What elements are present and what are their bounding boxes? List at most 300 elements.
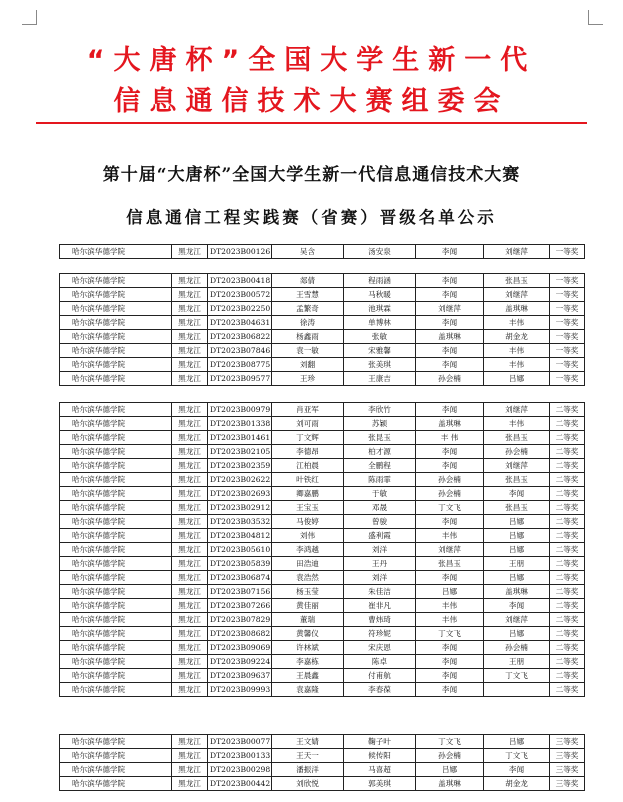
advisor1-cell: 李闻: [416, 445, 484, 459]
member1-cell: 马俊婷: [272, 515, 344, 529]
advisor1-cell: 李闻: [416, 669, 484, 683]
advisor2-cell: 丰伟: [484, 316, 550, 330]
award-cell: 三等奖: [550, 735, 585, 749]
advisor2-cell: 吕娜: [484, 627, 550, 641]
award-cell: 二等奖: [550, 473, 585, 487]
school-cell: 哈尔滨华德学院: [60, 501, 172, 515]
province-cell: 黑龙江: [172, 735, 208, 749]
award-cell: 三等奖: [550, 777, 585, 791]
member1-cell: 许林斌: [272, 641, 344, 655]
member2-cell: 宋庆恩: [344, 641, 416, 655]
school-cell: 哈尔滨华德学院: [60, 302, 172, 316]
school-cell: 哈尔滨华德学院: [60, 641, 172, 655]
member2-cell: 郭美琪: [344, 777, 416, 791]
school-cell: 哈尔滨华德学院: [60, 613, 172, 627]
team-id-cell: DT2023B09577: [208, 372, 272, 386]
award-cell: 二等奖: [550, 459, 585, 473]
advisor1-cell: 盖琪琳: [416, 330, 484, 344]
award-table-third-prize: [59, 734, 585, 791]
advisor2-cell: 吕娜: [484, 372, 550, 386]
member2-cell: 王康吉: [344, 372, 416, 386]
advisor2-cell: 李闻: [484, 487, 550, 501]
table-row: [60, 585, 585, 599]
team-id-cell: DT2023B02622: [208, 473, 272, 487]
member1-cell: 袁一敏: [272, 344, 344, 358]
team-id-cell: DT2023B07266: [208, 599, 272, 613]
team-id-cell: DT2023B05610: [208, 543, 272, 557]
table-row: [60, 749, 585, 763]
province-cell: 黑龙江: [172, 487, 208, 501]
member2-cell: 刘洋: [344, 571, 416, 585]
table-row: [60, 288, 585, 302]
document-subtitle: 信息通信工程实践赛（省赛）晋级名单公示: [126, 208, 497, 227]
member1-cell: 田浩迪: [272, 557, 344, 571]
award-cell: 一等奖: [550, 302, 585, 316]
advisor1-cell: 张昌玉: [416, 557, 484, 571]
member1-cell: 卿嘉鹏: [272, 487, 344, 501]
award-cell: 二等奖: [550, 501, 585, 515]
member2-cell: 候传阳: [344, 749, 416, 763]
province-cell: 黑龙江: [172, 599, 208, 613]
table-row: [60, 431, 585, 445]
award-cell: 一等奖: [550, 316, 585, 330]
school-cell: 哈尔滨华德学院: [60, 344, 172, 358]
table-row: [60, 372, 585, 386]
province-cell: 黑龙江: [172, 445, 208, 459]
advisor1-cell: 孙会楠: [416, 487, 484, 501]
table-row: [60, 445, 585, 459]
school-cell: 哈尔滨华德学院: [60, 372, 172, 386]
member2-cell: 陈卓: [344, 655, 416, 669]
member1-cell: 袁嘉隆: [272, 683, 344, 697]
member2-cell: 全鹏程: [344, 459, 416, 473]
school-cell: 哈尔滨华德学院: [60, 599, 172, 613]
team-id-cell: DT2023B02359: [208, 459, 272, 473]
school-cell: 哈尔滨华德学院: [60, 403, 172, 417]
member2-cell: 张昆玉: [344, 431, 416, 445]
advisor1-cell: 丁文飞: [416, 627, 484, 641]
table-row: [60, 330, 585, 344]
team-id-cell: DT2023B02912: [208, 501, 272, 515]
team-id-cell: DT2023B00979: [208, 403, 272, 417]
award-cell: 二等奖: [550, 599, 585, 613]
member2-cell: 崔非凡: [344, 599, 416, 613]
table-row: [60, 344, 585, 358]
award-cell: 一等奖: [550, 245, 585, 259]
advisor2-cell: 吕娜: [484, 735, 550, 749]
award-cell: 二等奖: [550, 487, 585, 501]
advisor2-cell: 丁文飞: [484, 669, 550, 683]
advisor1-cell: 丰伟: [416, 529, 484, 543]
table-row: [60, 515, 585, 529]
province-cell: 黑龙江: [172, 417, 208, 431]
table-row: [60, 473, 585, 487]
province-cell: 黑龙江: [172, 543, 208, 557]
member1-cell: 肖亚军: [272, 403, 344, 417]
school-cell: 哈尔滨华德学院: [60, 735, 172, 749]
province-cell: 黑龙江: [172, 431, 208, 445]
advisor1-cell: 李闻: [416, 459, 484, 473]
award-cell: 一等奖: [550, 274, 585, 288]
advisor2-cell: 张昌玉: [484, 431, 550, 445]
province-cell: 黑龙江: [172, 777, 208, 791]
member1-cell: 李德昂: [272, 445, 344, 459]
member2-cell: 李春葆: [344, 683, 416, 697]
table-row: [60, 641, 585, 655]
member1-cell: 江柏晨: [272, 459, 344, 473]
member1-cell: 李鸿越: [272, 543, 344, 557]
member1-cell: 吴含: [272, 245, 344, 259]
team-id-cell: DT2023B09069: [208, 641, 272, 655]
award-cell: 二等奖: [550, 627, 585, 641]
member2-cell: 宋雅馨: [344, 344, 416, 358]
province-cell: 黑龙江: [172, 288, 208, 302]
team-id-cell: DT2023B09224: [208, 655, 272, 669]
advisor2-cell: 王朋: [484, 655, 550, 669]
school-cell: 哈尔滨华德学院: [60, 543, 172, 557]
advisor1-cell: 孙会楠: [416, 372, 484, 386]
team-id-cell: DT2023B07829: [208, 613, 272, 627]
member1-cell: 袁浩然: [272, 571, 344, 585]
advisor2-cell: 李闻: [484, 599, 550, 613]
advisor1-cell: 刘继萍: [416, 302, 484, 316]
team-id-cell: DT2023B09993: [208, 683, 272, 697]
table-row: [60, 599, 585, 613]
member2-cell: 曹炜琦: [344, 613, 416, 627]
member1-cell: 王宝玉: [272, 501, 344, 515]
award-cell: 三等奖: [550, 763, 585, 777]
advisor1-cell: 李闻: [416, 515, 484, 529]
school-cell: 哈尔滨华德学院: [60, 417, 172, 431]
advisor1-cell: 李闻: [416, 655, 484, 669]
award-cell: 二等奖: [550, 417, 585, 431]
table-row: [60, 358, 585, 372]
member2-cell: 柏才源: [344, 445, 416, 459]
advisor2-cell: 刘继萍: [484, 403, 550, 417]
document-title: 第十届“大唐杯”全国大学生新一代信息通信技术大赛: [102, 165, 521, 185]
advisor2-cell: 刘继萍: [484, 288, 550, 302]
school-cell: 哈尔滨华德学院: [60, 515, 172, 529]
team-id-cell: DT2023B01338: [208, 417, 272, 431]
school-cell: 哈尔滨华德学院: [60, 473, 172, 487]
table-row: [60, 403, 585, 417]
award-cell: 一等奖: [550, 344, 585, 358]
table-row: [60, 417, 585, 431]
province-cell: 黑龙江: [172, 372, 208, 386]
province-cell: 黑龙江: [172, 515, 208, 529]
province-cell: 黑龙江: [172, 274, 208, 288]
team-id-cell: DT2023B02250: [208, 302, 272, 316]
team-id-cell: DT2023B00126: [208, 245, 272, 259]
award-cell: 二等奖: [550, 543, 585, 557]
province-cell: 黑龙江: [172, 459, 208, 473]
member1-cell: 杨鑫雨: [272, 330, 344, 344]
advisor1-cell: 李闻: [416, 316, 484, 330]
province-cell: 黑龙江: [172, 245, 208, 259]
member1-cell: 刘翻: [272, 358, 344, 372]
member1-cell: 黄佳丽: [272, 599, 344, 613]
advisor2-cell: 丰伟: [484, 358, 550, 372]
header-divider: [36, 122, 587, 124]
table-row: [60, 655, 585, 669]
table-row: [60, 735, 585, 749]
member2-cell: 李欣竹: [344, 403, 416, 417]
member2-cell: 汤安泉: [344, 245, 416, 259]
advisor1-cell: 李闻: [416, 274, 484, 288]
member2-cell: 单博林: [344, 316, 416, 330]
advisor1-cell: 刘继萍: [416, 543, 484, 557]
province-cell: 黑龙江: [172, 501, 208, 515]
table-row: [60, 613, 585, 627]
team-id-cell: DT2023B00572: [208, 288, 272, 302]
province-cell: 黑龙江: [172, 683, 208, 697]
member2-cell: 朱佳洁: [344, 585, 416, 599]
member1-cell: 潘振洋: [272, 763, 344, 777]
table-row: [60, 543, 585, 557]
award-cell: 二等奖: [550, 529, 585, 543]
member2-cell: 盛利霞: [344, 529, 416, 543]
advisor2-cell: 吕娜: [484, 515, 550, 529]
member2-cell: 程雨涵: [344, 274, 416, 288]
advisor2-cell: 丁文飞: [484, 749, 550, 763]
committee-header-line1: “大唐杯”全国大学生新一代: [86, 45, 537, 76]
table-row: [60, 763, 585, 777]
team-id-cell: DT2023B04631: [208, 316, 272, 330]
team-id-cell: DT2023B00133: [208, 749, 272, 763]
advisor2-cell: 吕娜: [484, 529, 550, 543]
school-cell: 哈尔滨华德学院: [60, 763, 172, 777]
school-cell: 哈尔滨华德学院: [60, 557, 172, 571]
member1-cell: 黄馨仪: [272, 627, 344, 641]
team-id-cell: DT2023B02693: [208, 487, 272, 501]
team-id-cell: DT2023B00077: [208, 735, 272, 749]
member2-cell: 刘洋: [344, 543, 416, 557]
member1-cell: 刘可雨: [272, 417, 344, 431]
award-cell: 二等奖: [550, 683, 585, 697]
award-cell: 一等奖: [550, 372, 585, 386]
table-row: [60, 459, 585, 473]
advisor2-cell: 丰伟: [484, 344, 550, 358]
member1-cell: 王天一: [272, 749, 344, 763]
province-cell: 黑龙江: [172, 302, 208, 316]
team-id-cell: DT2023B00418: [208, 274, 272, 288]
member2-cell: 曾骏: [344, 515, 416, 529]
team-id-cell: DT2023B05839: [208, 557, 272, 571]
province-cell: 黑龙江: [172, 344, 208, 358]
province-cell: 黑龙江: [172, 403, 208, 417]
school-cell: 哈尔滨华德学院: [60, 683, 172, 697]
advisor2-cell: [484, 683, 550, 697]
table-row: [60, 302, 585, 316]
school-cell: 哈尔滨华德学院: [60, 274, 172, 288]
province-cell: 黑龙江: [172, 655, 208, 669]
member2-cell: 马秋暖: [344, 288, 416, 302]
member1-cell: 丁文辉: [272, 431, 344, 445]
advisor1-cell: 李闻: [416, 641, 484, 655]
table-row: [60, 669, 585, 683]
award-cell: 二等奖: [550, 641, 585, 655]
advisor2-cell: 吕娜: [484, 543, 550, 557]
advisor1-cell: 李闻: [416, 288, 484, 302]
province-cell: 黑龙江: [172, 749, 208, 763]
member2-cell: 王丹: [344, 557, 416, 571]
table-row: [60, 571, 585, 585]
table-row: [60, 627, 585, 641]
advisor1-cell: 丰 伟: [416, 431, 484, 445]
province-cell: 黑龙江: [172, 557, 208, 571]
advisor1-cell: 吕娜: [416, 585, 484, 599]
province-cell: 黑龙江: [172, 585, 208, 599]
province-cell: 黑龙江: [172, 529, 208, 543]
crop-mark-top-left: [22, 10, 37, 25]
advisor1-cell: 丁文飞: [416, 501, 484, 515]
team-id-cell: DT2023B00298: [208, 763, 272, 777]
school-cell: 哈尔滨华德学院: [60, 529, 172, 543]
team-id-cell: DT2023B02105: [208, 445, 272, 459]
table-row: [60, 501, 585, 515]
member2-cell: 张美琪: [344, 358, 416, 372]
award-cell: 二等奖: [550, 557, 585, 571]
award-cell: 二等奖: [550, 403, 585, 417]
advisor2-cell: 孙会楠: [484, 641, 550, 655]
table-row: [60, 487, 585, 501]
table-row: [60, 557, 585, 571]
advisor2-cell: 胡金龙: [484, 330, 550, 344]
award-table-second-prize: [59, 402, 585, 697]
school-cell: 哈尔滨华德学院: [60, 316, 172, 330]
award-cell: 一等奖: [550, 330, 585, 344]
advisor2-cell: 刘继萍: [484, 613, 550, 627]
school-cell: 哈尔滨华德学院: [60, 585, 172, 599]
advisor1-cell: 李闻: [416, 245, 484, 259]
advisor1-cell: 丰伟: [416, 613, 484, 627]
member1-cell: 王雪慧: [272, 288, 344, 302]
advisor2-cell: 丰伟: [484, 417, 550, 431]
table-row: [60, 274, 585, 288]
member2-cell: 苏颖: [344, 417, 416, 431]
member1-cell: 刘欣悦: [272, 777, 344, 791]
advisor1-cell: 盖琪琳: [416, 777, 484, 791]
advisor1-cell: 丰伟: [416, 599, 484, 613]
table-row: [60, 316, 585, 330]
province-cell: 黑龙江: [172, 316, 208, 330]
province-cell: 黑龙江: [172, 473, 208, 487]
member1-cell: 王晨鑫: [272, 669, 344, 683]
team-id-cell: DT2023B08682: [208, 627, 272, 641]
advisor2-cell: 刘继萍: [484, 245, 550, 259]
advisor2-cell: 孙会楠: [484, 445, 550, 459]
school-cell: 哈尔滨华德学院: [60, 245, 172, 259]
advisor2-cell: 张昌玉: [484, 274, 550, 288]
award-cell: 二等奖: [550, 571, 585, 585]
school-cell: 哈尔滨华德学院: [60, 330, 172, 344]
award-cell: 一等奖: [550, 358, 585, 372]
province-cell: 黑龙江: [172, 763, 208, 777]
member2-cell: 张敏: [344, 330, 416, 344]
advisor2-cell: 张昌玉: [484, 473, 550, 487]
advisor1-cell: 李闻: [416, 344, 484, 358]
province-cell: 黑龙江: [172, 669, 208, 683]
team-id-cell: DT2023B04812: [208, 529, 272, 543]
award-cell: 二等奖: [550, 613, 585, 627]
member2-cell: 于敏: [344, 487, 416, 501]
award-cell: 三等奖: [550, 749, 585, 763]
team-id-cell: DT2023B09637: [208, 669, 272, 683]
award-cell: 二等奖: [550, 655, 585, 669]
advisor1-cell: 李闻: [416, 683, 484, 697]
advisor2-cell: 胡金龙: [484, 777, 550, 791]
member1-cell: 董瑞: [272, 613, 344, 627]
member1-cell: 李嘉栋: [272, 655, 344, 669]
table-row: [60, 683, 585, 697]
school-cell: 哈尔滨华德学院: [60, 571, 172, 585]
member2-cell: 陈雨霏: [344, 473, 416, 487]
table-row: [60, 245, 585, 259]
team-id-cell: DT2023B00442: [208, 777, 272, 791]
province-cell: 黑龙江: [172, 641, 208, 655]
committee-header-line2: 信息通信技术大赛组委会: [113, 86, 510, 117]
team-id-cell: DT2023B07156: [208, 585, 272, 599]
advisor2-cell: 李闻: [484, 763, 550, 777]
province-cell: 黑龙江: [172, 358, 208, 372]
school-cell: 哈尔滨华德学院: [60, 431, 172, 445]
advisor1-cell: 盖琪琳: [416, 417, 484, 431]
advisor1-cell: 丁文飞: [416, 735, 484, 749]
school-cell: 哈尔滨华德学院: [60, 655, 172, 669]
advisor1-cell: 李闻: [416, 358, 484, 372]
province-cell: 黑龙江: [172, 627, 208, 641]
school-cell: 哈尔滨华德学院: [60, 777, 172, 791]
school-cell: 哈尔滨华德学院: [60, 445, 172, 459]
member2-cell: 鞠子叶: [344, 735, 416, 749]
award-table-group-1: [59, 244, 585, 259]
school-cell: 哈尔滨华德学院: [60, 749, 172, 763]
school-cell: 哈尔滨华德学院: [60, 358, 172, 372]
member1-cell: 王文婧: [272, 735, 344, 749]
school-cell: 哈尔滨华德学院: [60, 487, 172, 501]
member1-cell: 杨玉莹: [272, 585, 344, 599]
team-id-cell: DT2023B07846: [208, 344, 272, 358]
advisor1-cell: 李闻: [416, 571, 484, 585]
advisor2-cell: 刘继萍: [484, 459, 550, 473]
school-cell: 哈尔滨华德学院: [60, 627, 172, 641]
award-table-first-prize: [59, 273, 585, 386]
member2-cell: 符珍妮: [344, 627, 416, 641]
province-cell: 黑龙江: [172, 571, 208, 585]
member1-cell: 孟繁奇: [272, 302, 344, 316]
member1-cell: 王珍: [272, 372, 344, 386]
province-cell: 黑龙江: [172, 613, 208, 627]
school-cell: 哈尔滨华德学院: [60, 459, 172, 473]
crop-mark-top-right: [588, 10, 603, 25]
advisor2-cell: 吕娜: [484, 571, 550, 585]
team-id-cell: DT2023B08775: [208, 358, 272, 372]
award-cell: 二等奖: [550, 431, 585, 445]
member1-cell: 郯倩: [272, 274, 344, 288]
advisor2-cell: 盖琪琳: [484, 302, 550, 316]
award-cell: 二等奖: [550, 585, 585, 599]
member1-cell: 叶铁红: [272, 473, 344, 487]
member2-cell: 池琪霖: [344, 302, 416, 316]
advisor1-cell: 孙会楠: [416, 473, 484, 487]
advisor2-cell: 盖琪琳: [484, 585, 550, 599]
award-cell: 二等奖: [550, 515, 585, 529]
school-cell: 哈尔滨华德学院: [60, 288, 172, 302]
member2-cell: 马喜超: [344, 763, 416, 777]
advisor2-cell: 张昌玉: [484, 501, 550, 515]
team-id-cell: DT2023B03532: [208, 515, 272, 529]
member2-cell: 邓晟: [344, 501, 416, 515]
